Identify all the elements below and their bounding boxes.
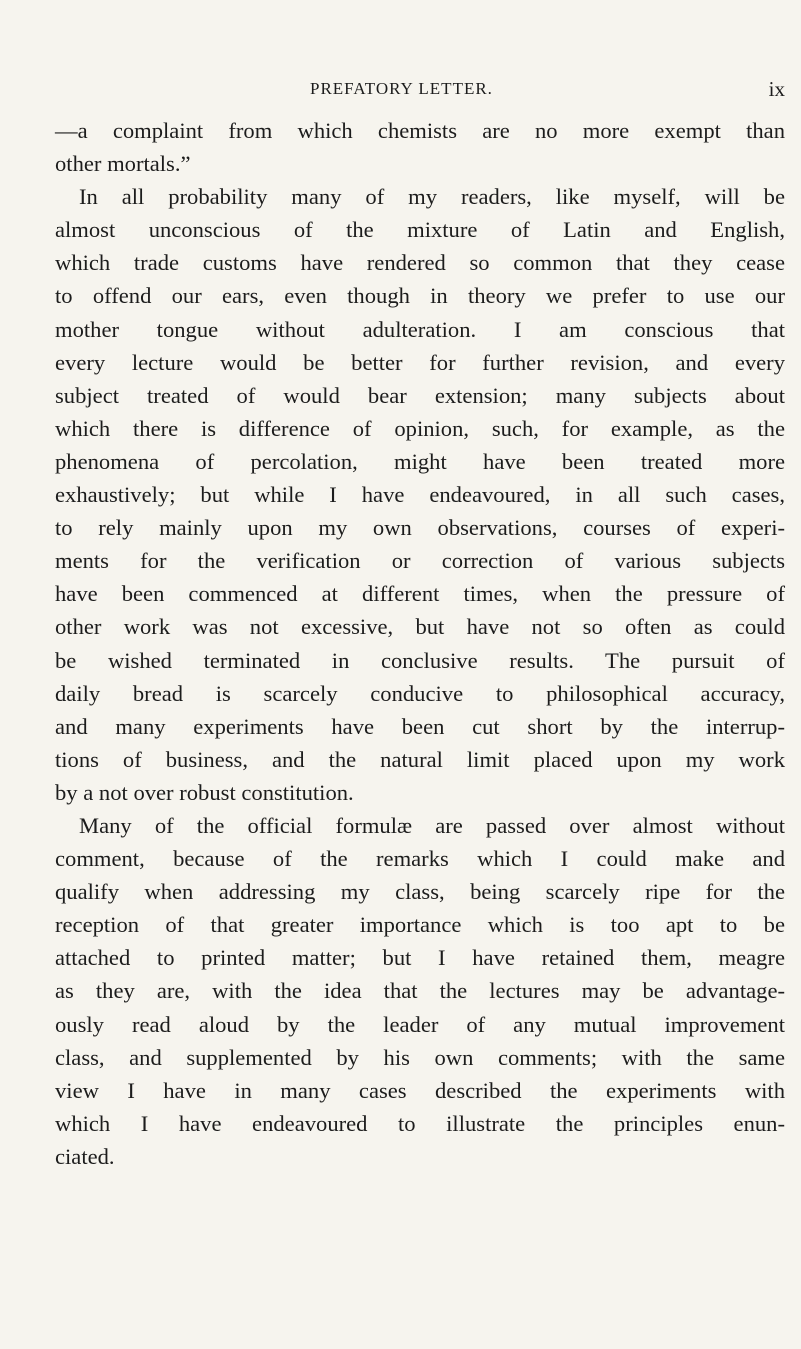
text-line: have been commenced at different times, when the pressure of: [55, 581, 785, 607]
text-line: which there is difference of opinion, such, for example, as the: [55, 415, 785, 441]
text-line: Many of the official formulæ are passed over almost without: [79, 812, 785, 838]
text-line: tions of business, and the natural limit placed upon my work: [55, 746, 785, 772]
text-line: —a complaint from which chemists are no more exempt than: [55, 118, 785, 143]
text-line: exhaustively; but while I have endeavoured, in all such cases,: [55, 482, 785, 508]
text-line: which I have endeavoured to illustrate the principles enun-: [55, 1110, 785, 1136]
page-number: ix: [768, 77, 785, 101]
body-text: [55, 114, 785, 1173]
text-line: and many experiments have been cut short by the interrup-: [55, 713, 785, 739]
text-line: phenomena of percolation, might have been treated more: [55, 448, 785, 474]
text-line: ously read aloud by the leader of any mutual improvement: [55, 1011, 785, 1037]
text-line: daily bread is scarcely conducive to philosophical accuracy,: [55, 680, 785, 706]
text-line: which trade customs have rendered so common that they cease: [55, 250, 785, 276]
text-line: attached to printed matter; but I have retained them, meagre: [55, 945, 785, 971]
text-line: to rely mainly upon my own observations, courses of experi-: [55, 515, 785, 541]
text-line: reception of that greater importance which is too apt to be: [55, 912, 785, 938]
text-line: qualify when addressing my class, being scarcely ripe for the: [55, 879, 785, 905]
running-head: [55, 74, 785, 104]
text-line: class, and supplemented by his own comments; with the same: [55, 1044, 785, 1070]
text-line: subject treated of would bear extension; many subjects about: [55, 382, 785, 408]
text-line: ciated.: [55, 1143, 115, 1169]
text-line: to offend our ears, even though in theory we prefer to use our: [55, 283, 785, 309]
text-line: other mortals.”: [55, 151, 191, 177]
text-line: be wished terminated in conclusive results. The pursuit of: [55, 647, 785, 673]
text-line: by a not over robust constitution.: [55, 779, 354, 805]
text-line: In all probability many of my readers, like myself, will be: [79, 184, 785, 210]
text-line: almost unconscious of the mixture of Latin and English,: [55, 217, 785, 243]
text-line: view I have in many cases described the experiments with: [55, 1077, 785, 1103]
text-line: as they are, with the idea that the lectures may be advantage-: [55, 978, 785, 1004]
text-line: mother tongue without adulteration. I am conscious that: [55, 316, 785, 342]
text-line: every lecture would be better for further revision, and every: [55, 349, 785, 375]
text-line: ments for the verification or correction of various subjects: [55, 548, 785, 574]
text-line: comment, because of the remarks which I could make and: [55, 846, 785, 872]
text-line: other work was not excessive, but have not so often as could: [55, 614, 785, 640]
running-title: PREFATORY LETTER.: [310, 79, 493, 98]
